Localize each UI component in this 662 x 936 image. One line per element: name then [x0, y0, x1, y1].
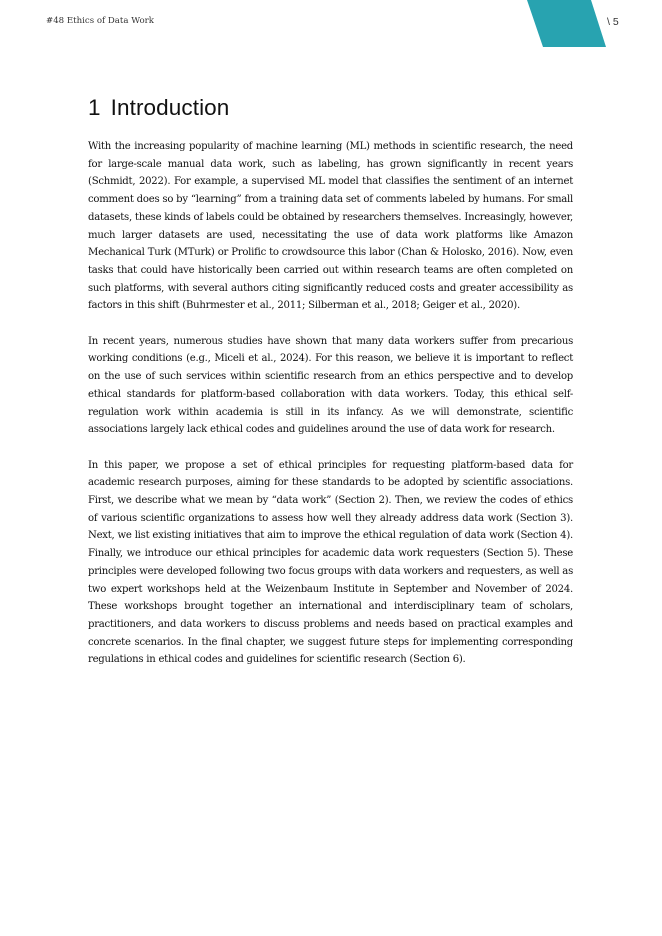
- section-heading: [88, 92, 573, 124]
- paragraph-3: In this paper, we propose a set of ethical principles for requesting platform-based data for academic research purposes, aiming for these standards to be adopted by scientific associations. First, we describe what we mean by “data work” (Section 2). Then, we review the codes of ethics of various scientific organizations to assess how well they already address data work (Section 3). Next, we list existing initiatives that aim to improve the ethical regulation of data work (Section 4). Finally, we introduce our ethical principles for academic data work requesters (Section 5). These principles were developed following two focus groups with data workers and requesters, as well as two expert workshops held at the Weizenbaum Institute in September and November of 2024. These workshops brought together an international and interdisciplinary team of scholars, practitioners, and data workers to discuss problems and needs based on practical examples and concrete scenarios. In the final chapter, we suggest future steps for implementing corresponding regulations in ethical codes and guidelines for scientific research (Section 6).: [88, 459, 573, 666]
- page-number: \ 5: [607, 16, 619, 28]
- paragraph-2: In recent years, numerous studies have shown that many data workers suffer from precarious working conditions (e.g., Miceli et al., 2024). For this reason, we believe it is important to reflect on the use of such services within scientific research from an ethics perspective and to develop ethical standards for platform-based collaboration with data workers. Today, this ethical self-regulation work within academia is still in its infancy. As we will demonstrate, scientific associations largely lack ethical codes and guidelines around the use of data work for research.: [88, 335, 573, 436]
- section-title: Introduction: [110, 95, 230, 120]
- teal-accent-shape: [527, 0, 607, 48]
- section-number: 1: [88, 95, 101, 120]
- paragraph-1: With the increasing popularity of machine learning (ML) methods in scientific research, the need for large-scale manual data work, such as labeling, has grown significantly in recent years (Schmidt, 2022). For example, a supervised ML model that classifies the sentiment of an internet comment does so by “learning” from a training data set of comments labeled by humans. For small datasets, these kinds of labels could be obtained by researchers themselves. Increasingly, however, much larger datasets are used, necessitating the use of data work platforms like Amazon Mechanical Turk (MTurk) or Prolific to crowdsource this labor (Chan & Holosko, 2016). Now, even tasks that could have historically been carried out within research teams are often completed on such platforms, with several authors citing significantly reduced costs and greater accessibility as factors in this shift (Buhrmester et al., 2011; Silberman et al., 2018; Geiger et al., 2020).: [88, 141, 573, 312]
- main-content: [88, 92, 573, 687]
- running-title: #48 Ethics of Data Work: [46, 16, 154, 26]
